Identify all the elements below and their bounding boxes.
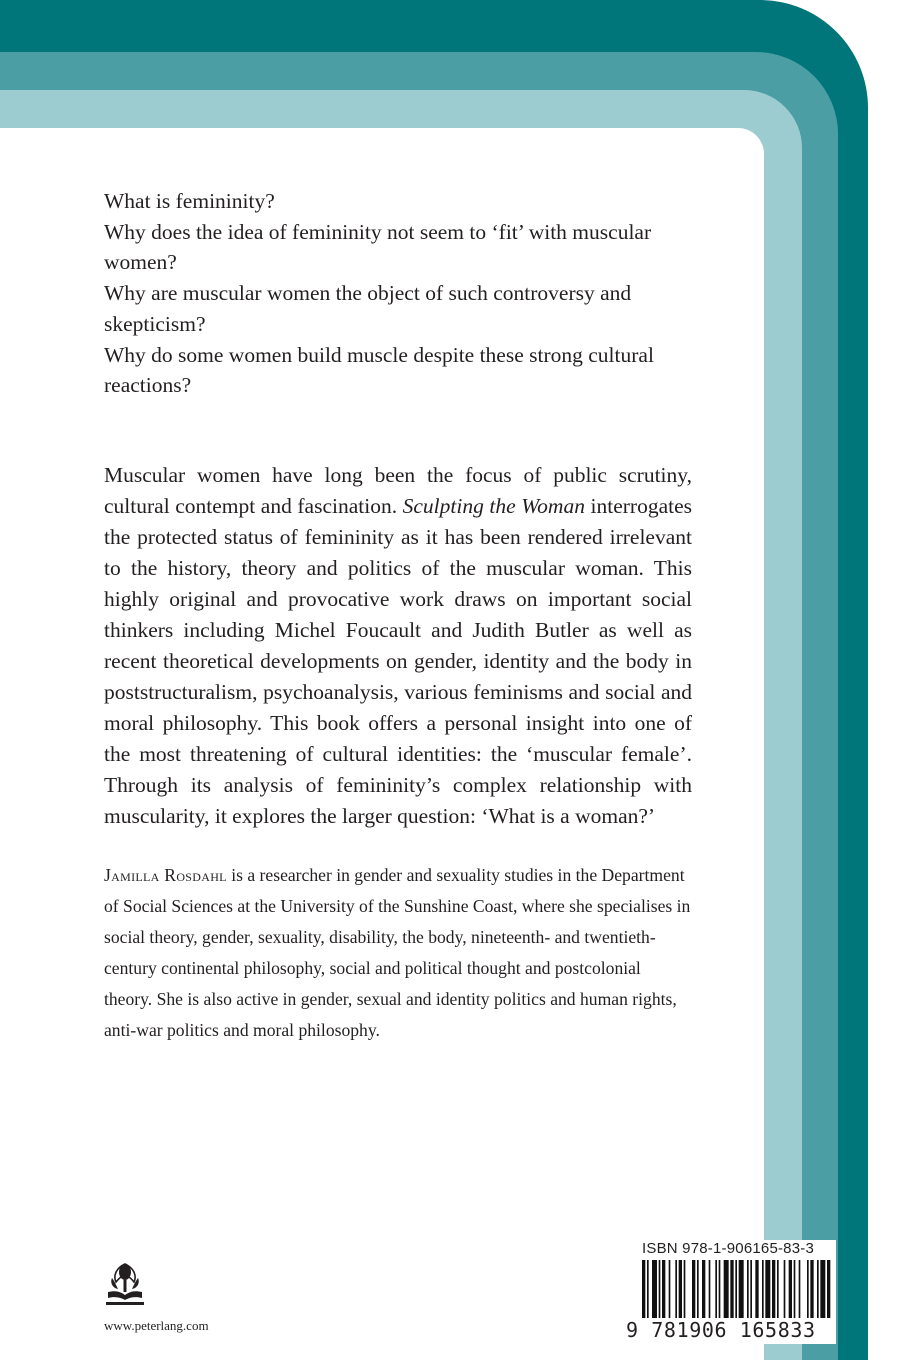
barcode-bar [827,1260,830,1318]
book-title: Sculpting the Woman [402,494,585,518]
author-bio [104,860,692,1046]
barcode-bar [652,1260,657,1318]
barcode-bar [730,1260,733,1318]
book-description [104,460,692,832]
author-name: Jamilla Rosdahl [104,865,227,885]
barcode-bar [692,1260,695,1318]
barcode-bar [784,1260,786,1318]
barcode-bar [719,1260,721,1318]
question-2: Why does the idea of femininity not seem to ‘fit’ with muscular women? [104,219,652,275]
barcode-bar [750,1260,752,1318]
barcode-bar [669,1260,671,1318]
barcode-bar [772,1260,775,1318]
isbn-barcode-block [618,1240,836,1344]
question-list [104,186,692,401]
description-text-2: interrogates the protected status of femininity as it has been rendered irrelevant to the history, theory and politics of the muscular woman. This highly original and provocative work draws on important social thinkers including Michel Foucault and Judith Butler as well as recent theoretical developments on gender, identity and the body in poststructuralism, psychoanalysis, various feminisms and social and moral philosophy. This book offers a personal insight into one of the most threatening of cultural identities: the ‘muscular female’. Through its analysis of femininity’s complex relationship with muscularity, it explores the larger question: ‘What is a woman?’ [104,494,692,828]
barcode-bar [755,1260,758,1318]
barcode-bar [765,1260,770,1318]
question-3: Why are muscular women the object of such controversy and skepticism? [104,281,632,336]
barcode-bar [820,1260,825,1318]
barcode-bar [762,1260,764,1318]
barcode-bar [697,1260,699,1318]
barcode-bar [724,1260,729,1318]
barcode-bar [702,1260,705,1318]
barcode-bar [642,1260,645,1318]
publisher-logo-icon [104,1262,146,1308]
barcode-bar [647,1260,649,1318]
barcode-bar [789,1260,792,1318]
barcode-bar [807,1260,809,1318]
barcode-graphic [642,1260,832,1318]
description-text-1: Muscular women have long been the focus of public scrutiny, cultural contempt and fascination. [104,463,692,518]
isbn-label: ISBN 978-1-906165-83-3 [642,1240,815,1257]
barcode-bar [735,1260,737,1318]
barcode-bar [739,1260,744,1318]
barcode-bar [715,1260,717,1318]
barcode-bar [747,1260,749,1318]
barcode-bar [662,1260,665,1318]
barcode-bar [794,1260,796,1318]
barcode-bar [684,1260,686,1318]
author-bio-text: is a researcher in gender and sexuality studies in the Department of Social Sciences at the University of the Sunshine Coast, where she specialises in social theory, gender, sexuality, disability, the body, nineteenth- and twentieth-century continental philosophy, social and political thought and postcolonial theory. She is also active in gender, sexual and identity politics and human rights, anti-war politics and moral philosophy. [104,865,691,1040]
barcode-bar [679,1260,682,1318]
barcode-bar [709,1260,711,1318]
barcode-bar [799,1260,801,1318]
barcode-bar [810,1260,813,1318]
barcode-bar [675,1260,677,1318]
barcode-bar [659,1260,661,1318]
question-4: Why do some women build muscle despite these strong cultural reactions? [104,342,654,398]
barcode-bar [817,1260,819,1318]
barcode-digits: 9 781906 165833 [626,1318,816,1342]
barcode-bar [777,1260,779,1318]
publisher-website: www.peterlang.com [104,1318,209,1333]
question-1: What is femininity? [104,189,275,213]
